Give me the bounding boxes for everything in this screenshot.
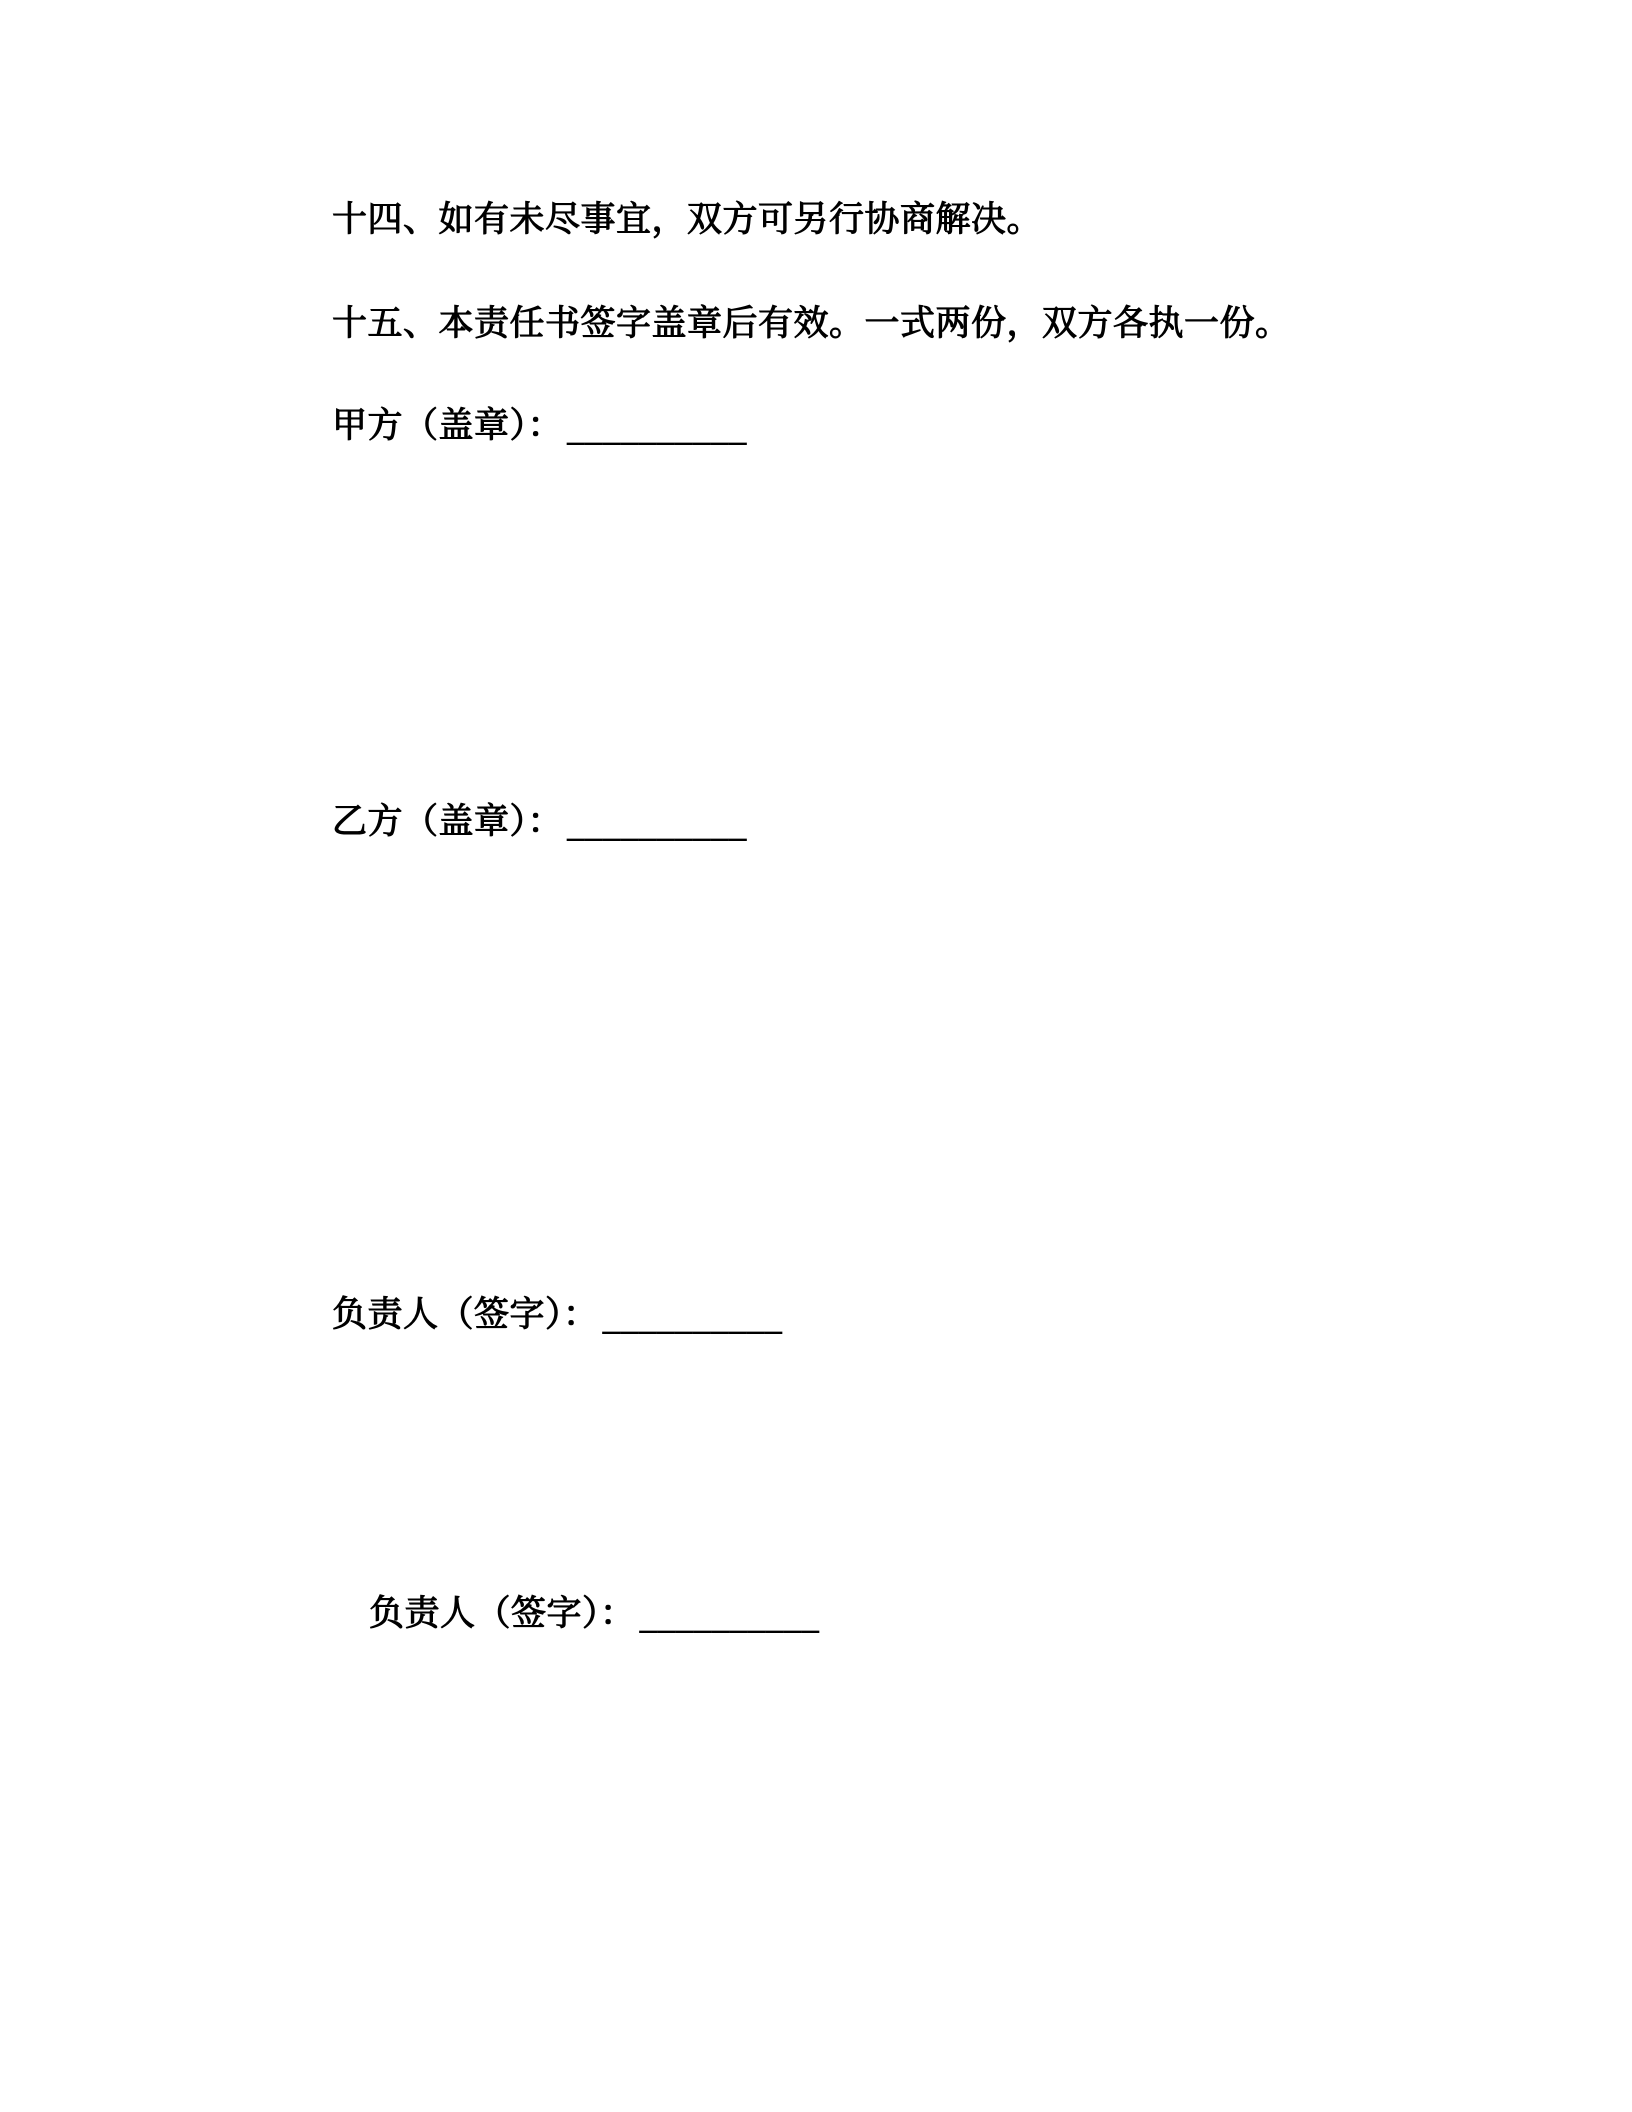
party-b-label: 乙方（盖章）： — [332, 802, 564, 842]
clause-14 — [332, 196, 1042, 244]
clause-14-text: 十四、如有未尽事宜，双方可另行协商解决。 — [332, 200, 1043, 240]
responsible-1-label: 负责人（签字）： — [332, 1295, 599, 1335]
clause-15 — [332, 300, 1291, 348]
party-a-blank: __________ — [567, 406, 748, 446]
clause-15-text: 十五、本责任书签字盖章后有效。一式两份，双方各执一份。 — [332, 304, 1291, 344]
party-a-label: 甲方（盖章）： — [332, 406, 564, 446]
party-b-seal-line — [332, 798, 747, 846]
party-b-blank: __________ — [567, 802, 748, 842]
responsible-signature-line-2 — [369, 1590, 820, 1638]
responsible-1-blank: __________ — [602, 1295, 783, 1335]
responsible-signature-line-1 — [332, 1291, 783, 1339]
responsible-2-blank: __________ — [639, 1594, 820, 1634]
party-a-seal-line — [332, 402, 747, 450]
responsible-2-label: 负责人（签字）： — [369, 1594, 636, 1634]
